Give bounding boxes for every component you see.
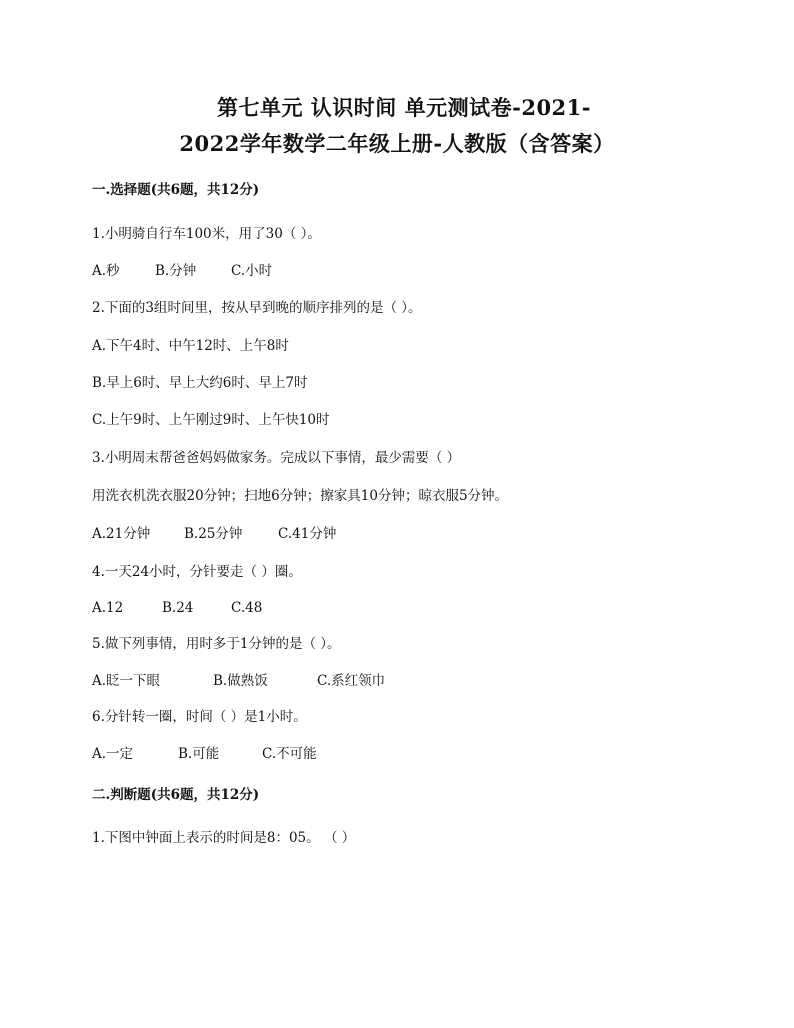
question-1-options — [92, 262, 273, 280]
option-c: C.系红领巾 — [317, 673, 386, 689]
option-a: A.21分钟 — [92, 526, 151, 542]
question-5-options — [92, 672, 386, 690]
option-a: A.秒 — [92, 263, 120, 279]
option-b: B.25分钟 — [184, 526, 243, 542]
question-3-text: 3.小明周末帮爸爸妈妈做家务。完成以下事情，最少需要（ ） — [92, 450, 461, 466]
question-2-option-a: A.下午4时、中午12时、上午8时 — [92, 338, 289, 354]
question-4-text: 4.一天24小时，分针要走（ ）圈。 — [92, 564, 302, 580]
option-c: C.不可能 — [262, 746, 317, 762]
question-3-detail: 用洗衣机洗衣服20分钟；扫地6分钟；擦家具10分钟；晾衣服5分钟。 — [92, 488, 509, 504]
document-title-line-2: 2022学年数学二年级上册-人教版（含答案） — [179, 131, 615, 156]
option-a: A.一定 — [92, 746, 134, 762]
question-4-options — [92, 599, 263, 617]
option-a: A.眨一下眼 — [92, 673, 161, 689]
question-3-options — [92, 525, 337, 543]
question-1-text: 1.小明骑自行车100米，用了30（ ）。 — [92, 226, 321, 242]
section-heading-choice: 一.选择题(共6题，共12分) — [92, 182, 260, 198]
option-c: C.48 — [231, 600, 263, 616]
judgement-question-1-text: 1.下图中钟面上表示的时间是8：05。 （ ） — [92, 830, 356, 846]
option-b: B.做熟饭 — [213, 673, 268, 689]
question-6-options — [92, 745, 317, 763]
option-c: C.41分钟 — [278, 526, 337, 542]
option-b: B.24 — [162, 600, 194, 616]
section-heading-judgement: 二.判断题(共6题，共12分) — [92, 787, 260, 803]
option-b: B.分钟 — [155, 263, 197, 279]
question-5-text: 5.做下列事情，用时多于1分钟的是（ ）。 — [92, 636, 341, 652]
question-2-option-c: C.上午9时、上午刚过9时、上午快10时 — [92, 412, 330, 428]
question-2-text: 2.下面的3组时间里，按从早到晚的顺序排列的是（ ）。 — [92, 300, 422, 316]
option-b: B.可能 — [178, 746, 220, 762]
option-a: A.12 — [92, 600, 124, 616]
question-2-option-b: B.早上6时、早上大约6时、早上7时 — [92, 375, 308, 391]
document-title-line-1: 第七单元 认识时间 单元测试卷-2021- — [217, 95, 591, 120]
option-c: C.小时 — [231, 263, 273, 279]
question-6-text: 6.分针转一圈，时间（ ）是1小时。 — [92, 709, 307, 725]
